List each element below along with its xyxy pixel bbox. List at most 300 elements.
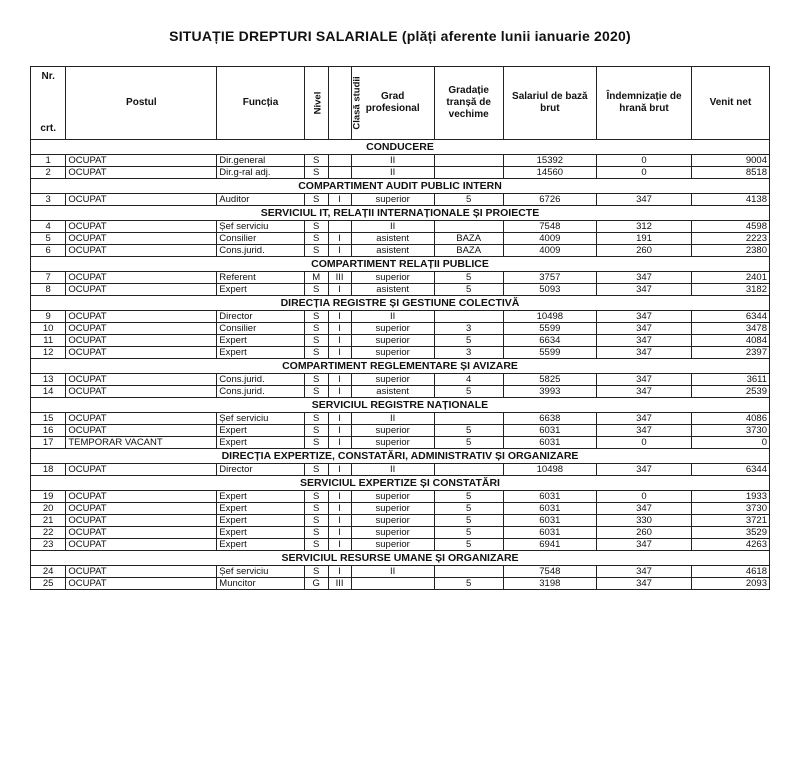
header-grad-profesional: Grad profesional [351, 67, 434, 140]
cell-clasa [328, 155, 351, 167]
cell-clasa: I [328, 233, 351, 245]
cell-postul: OCUPAT [66, 413, 217, 425]
section-row [31, 257, 770, 272]
cell-nivel: S [304, 527, 328, 539]
table-row [31, 566, 770, 578]
cell-indemnizatie: 347 [597, 194, 692, 206]
header-gradatie: Gradație tranșă de vechime [434, 67, 503, 140]
cell-nr: 3 [31, 194, 66, 206]
cell-venit: 2380 [691, 245, 769, 257]
cell-postul: OCUPAT [66, 386, 217, 398]
cell-salariu: 6031 [503, 503, 597, 515]
cell-venit: 2223 [691, 233, 769, 245]
cell-grad: asistent [351, 245, 434, 257]
header-venit-net: Venit net [691, 67, 769, 140]
cell-postul: OCUPAT [66, 491, 217, 503]
cell-nr: 9 [31, 311, 66, 323]
cell-indemnizatie: 0 [597, 491, 692, 503]
cell-nivel: S [304, 425, 328, 437]
cell-salariu: 5599 [503, 347, 597, 359]
cell-functia: Cons.jurid. [217, 245, 304, 257]
cell-indemnizatie: 347 [597, 311, 692, 323]
header-functia: Funcția [217, 67, 304, 140]
cell-gradatie: 3 [434, 323, 503, 335]
cell-indemnizatie: 0 [597, 167, 692, 179]
cell-venit: 6344 [691, 311, 769, 323]
section-row [31, 449, 770, 464]
cell-indemnizatie: 0 [597, 437, 692, 449]
cell-salariu: 6031 [503, 527, 597, 539]
cell-nr: 16 [31, 425, 66, 437]
cell-functia: Expert [217, 437, 304, 449]
cell-nr: 7 [31, 272, 66, 284]
cell-grad: superior [351, 335, 434, 347]
cell-functia: Expert [217, 527, 304, 539]
cell-indemnizatie: 347 [597, 413, 692, 425]
header-nr-label: Nr. [41, 71, 55, 82]
cell-nivel: S [304, 194, 328, 206]
cell-grad: II [351, 413, 434, 425]
table-row [31, 386, 770, 398]
cell-clasa: I [328, 413, 351, 425]
cell-postul: OCUPAT [66, 323, 217, 335]
cell-gradatie [434, 167, 503, 179]
table-row [31, 413, 770, 425]
cell-nivel: S [304, 566, 328, 578]
table-row [31, 425, 770, 437]
cell-nivel: S [304, 503, 328, 515]
cell-nr: 25 [31, 578, 66, 590]
cell-functia: Expert [217, 503, 304, 515]
cell-grad: superior [351, 347, 434, 359]
cell-grad: II [351, 221, 434, 233]
cell-nivel: S [304, 155, 328, 167]
cell-nr: 2 [31, 167, 66, 179]
table-row [31, 527, 770, 539]
table-row [31, 323, 770, 335]
cell-functia: Șef serviciu [217, 413, 304, 425]
cell-nivel: S [304, 464, 328, 476]
cell-nivel: S [304, 539, 328, 551]
cell-nr: 19 [31, 491, 66, 503]
cell-postul: OCUPAT [66, 527, 217, 539]
cell-grad: superior [351, 527, 434, 539]
section-row [31, 359, 770, 374]
cell-functia: Expert [217, 284, 304, 296]
cell-salariu: 5825 [503, 374, 597, 386]
cell-indemnizatie: 347 [597, 464, 692, 476]
cell-nr: 23 [31, 539, 66, 551]
cell-nr: 6 [31, 245, 66, 257]
cell-nr: 18 [31, 464, 66, 476]
cell-clasa: I [328, 347, 351, 359]
table-row [31, 221, 770, 233]
cell-clasa: I [328, 491, 351, 503]
cell-salariu: 6726 [503, 194, 597, 206]
cell-salariu: 5093 [503, 284, 597, 296]
cell-gradatie [434, 221, 503, 233]
cell-venit: 4263 [691, 539, 769, 551]
cell-venit: 3478 [691, 323, 769, 335]
cell-functia: Cons.jurid. [217, 374, 304, 386]
cell-gradatie [434, 413, 503, 425]
cell-clasa: I [328, 311, 351, 323]
section-title: DIRECȚIA EXPERTIZE, CONSTATĂRI, ADMINISTRATIV ȘI ORGANIZARE [31, 449, 770, 464]
cell-functia: Expert [217, 425, 304, 437]
table-row [31, 233, 770, 245]
table-row [31, 272, 770, 284]
cell-postul: OCUPAT [66, 311, 217, 323]
cell-nivel: S [304, 515, 328, 527]
cell-grad: asistent [351, 233, 434, 245]
cell-venit: 4598 [691, 221, 769, 233]
cell-grad: superior [351, 425, 434, 437]
section-title: SERVICIUL RESURSE UMANE ȘI ORGANIZARE [31, 551, 770, 566]
cell-clasa: I [328, 566, 351, 578]
section-row [31, 296, 770, 311]
cell-grad: II [351, 167, 434, 179]
cell-indemnizatie: 0 [597, 155, 692, 167]
cell-nr: 20 [31, 503, 66, 515]
cell-salariu: 5599 [503, 323, 597, 335]
cell-indemnizatie: 347 [597, 374, 692, 386]
cell-clasa: I [328, 284, 351, 296]
cell-venit: 0 [691, 437, 769, 449]
cell-postul: TEMPORAR VACANT [66, 437, 217, 449]
table-row [31, 335, 770, 347]
cell-nivel: S [304, 221, 328, 233]
cell-grad [351, 578, 434, 590]
cell-clasa [328, 221, 351, 233]
cell-clasa: I [328, 464, 351, 476]
cell-functia: Referent [217, 272, 304, 284]
cell-nr: 13 [31, 374, 66, 386]
cell-nivel: G [304, 578, 328, 590]
cell-venit: 2093 [691, 578, 769, 590]
cell-nivel: S [304, 245, 328, 257]
cell-indemnizatie: 312 [597, 221, 692, 233]
cell-salariu: 6031 [503, 515, 597, 527]
table-row [31, 167, 770, 179]
cell-venit: 4086 [691, 413, 769, 425]
cell-functia: Dir.general [217, 155, 304, 167]
cell-salariu: 3198 [503, 578, 597, 590]
section-row [31, 551, 770, 566]
cell-salariu: 6031 [503, 491, 597, 503]
cell-grad: asistent [351, 284, 434, 296]
cell-salariu: 10498 [503, 464, 597, 476]
cell-grad: II [351, 566, 434, 578]
cell-functia: Director [217, 311, 304, 323]
cell-functia: Consilier [217, 323, 304, 335]
cell-nr: 24 [31, 566, 66, 578]
header-indemnizatie-hrana: Îndemnizație de hrană brut [597, 67, 692, 140]
cell-nr: 22 [31, 527, 66, 539]
cell-venit: 4618 [691, 566, 769, 578]
cell-nivel: S [304, 167, 328, 179]
cell-nivel: S [304, 311, 328, 323]
cell-grad: superior [351, 491, 434, 503]
cell-indemnizatie: 191 [597, 233, 692, 245]
cell-indemnizatie: 347 [597, 425, 692, 437]
table-row [31, 284, 770, 296]
header-postul: Postul [66, 67, 217, 140]
cell-gradatie: 4 [434, 374, 503, 386]
cell-postul: OCUPAT [66, 578, 217, 590]
table-row [31, 311, 770, 323]
cell-nr: 15 [31, 413, 66, 425]
cell-venit: 8518 [691, 167, 769, 179]
cell-venit: 2401 [691, 272, 769, 284]
cell-gradatie: 5 [434, 335, 503, 347]
cell-nr: 1 [31, 155, 66, 167]
cell-gradatie: 5 [434, 425, 503, 437]
cell-salariu: 6634 [503, 335, 597, 347]
cell-functia: Expert [217, 491, 304, 503]
cell-gradatie: 5 [434, 272, 503, 284]
cell-postul: OCUPAT [66, 539, 217, 551]
cell-gradatie: 5 [434, 527, 503, 539]
cell-salariu: 6638 [503, 413, 597, 425]
cell-indemnizatie: 347 [597, 566, 692, 578]
cell-nr: 11 [31, 335, 66, 347]
cell-nivel: S [304, 284, 328, 296]
cell-salariu: 3993 [503, 386, 597, 398]
table-row [31, 491, 770, 503]
cell-functia: Expert [217, 515, 304, 527]
cell-indemnizatie: 260 [597, 527, 692, 539]
table-row [31, 464, 770, 476]
cell-indemnizatie: 347 [597, 284, 692, 296]
cell-indemnizatie: 347 [597, 347, 692, 359]
cell-salariu: 3757 [503, 272, 597, 284]
cell-gradatie [434, 311, 503, 323]
cell-gradatie [434, 566, 503, 578]
cell-postul: OCUPAT [66, 194, 217, 206]
cell-salariu: 14560 [503, 167, 597, 179]
section-title: COMPARTIMENT REGLEMENTARE ȘI AVIZARE [31, 359, 770, 374]
cell-venit: 4084 [691, 335, 769, 347]
header-clasa-label: Clasă studii [351, 76, 363, 130]
table-row [31, 155, 770, 167]
cell-venit: 2397 [691, 347, 769, 359]
cell-gradatie: 5 [434, 503, 503, 515]
cell-venit: 3182 [691, 284, 769, 296]
page-title: SITUAȚIE DREPTURI SALARIALE (plăți aferente lunii ianuarie 2020) [169, 28, 631, 44]
section-title: SERVICIUL EXPERTIZE ȘI CONSTATĂRI [31, 476, 770, 491]
cell-grad: superior [351, 374, 434, 386]
cell-gradatie: 5 [434, 194, 503, 206]
cell-clasa: I [328, 374, 351, 386]
cell-salariu: 4009 [503, 233, 597, 245]
cell-gradatie: 3 [434, 347, 503, 359]
header-nivel [304, 67, 328, 140]
cell-nivel: S [304, 491, 328, 503]
table-body [31, 140, 770, 590]
cell-clasa: I [328, 437, 351, 449]
cell-functia: Auditor [217, 194, 304, 206]
section-row [31, 179, 770, 194]
cell-grad: superior [351, 194, 434, 206]
cell-venit: 3721 [691, 515, 769, 527]
cell-clasa: I [328, 194, 351, 206]
cell-venit: 4138 [691, 194, 769, 206]
cell-clasa: I [328, 335, 351, 347]
cell-salariu: 6941 [503, 539, 597, 551]
cell-nr: 4 [31, 221, 66, 233]
section-title: COMPARTIMENT AUDIT PUBLIC INTERN [31, 179, 770, 194]
cell-clasa: I [328, 323, 351, 335]
cell-postul: OCUPAT [66, 464, 217, 476]
cell-clasa: I [328, 386, 351, 398]
cell-grad: II [351, 311, 434, 323]
cell-gradatie [434, 155, 503, 167]
cell-postul: OCUPAT [66, 425, 217, 437]
salary-table [30, 66, 770, 590]
section-title: SERVICIUL IT, RELAȚII INTERNAȚIONALE ȘI PROIECTE [31, 206, 770, 221]
cell-venit: 3730 [691, 503, 769, 515]
cell-salariu: 10498 [503, 311, 597, 323]
cell-functia: Director [217, 464, 304, 476]
cell-grad: superior [351, 272, 434, 284]
cell-postul: OCUPAT [66, 284, 217, 296]
cell-clasa: III [328, 578, 351, 590]
cell-grad: superior [351, 515, 434, 527]
cell-nr: 21 [31, 515, 66, 527]
section-title: COMPARTIMENT RELAȚII PUBLICE [31, 257, 770, 272]
header-salariul-baza: Salariul de bază brut [503, 67, 597, 140]
cell-nivel: S [304, 335, 328, 347]
cell-functia: Șef serviciu [217, 566, 304, 578]
table-row [31, 374, 770, 386]
cell-grad: superior [351, 437, 434, 449]
cell-nivel: S [304, 233, 328, 245]
cell-venit: 3611 [691, 374, 769, 386]
cell-nivel: S [304, 347, 328, 359]
cell-functia: Șef serviciu [217, 221, 304, 233]
cell-postul: OCUPAT [66, 221, 217, 233]
cell-nr: 17 [31, 437, 66, 449]
cell-clasa: III [328, 272, 351, 284]
cell-venit: 6344 [691, 464, 769, 476]
cell-nivel: S [304, 386, 328, 398]
cell-gradatie: 5 [434, 539, 503, 551]
cell-postul: OCUPAT [66, 515, 217, 527]
cell-gradatie: 5 [434, 491, 503, 503]
cell-gradatie: 5 [434, 578, 503, 590]
cell-nivel: S [304, 323, 328, 335]
cell-clasa: I [328, 245, 351, 257]
header-row [31, 67, 770, 140]
cell-functia: Expert [217, 539, 304, 551]
cell-salariu: 6031 [503, 425, 597, 437]
cell-indemnizatie: 347 [597, 323, 692, 335]
cell-postul: OCUPAT [66, 374, 217, 386]
cell-clasa: I [328, 425, 351, 437]
cell-indemnizatie: 347 [597, 386, 692, 398]
cell-postul: OCUPAT [66, 272, 217, 284]
cell-functia: Muncitor [217, 578, 304, 590]
cell-grad: II [351, 155, 434, 167]
cell-grad: asistent [351, 386, 434, 398]
cell-gradatie: 5 [434, 284, 503, 296]
cell-grad: superior [351, 539, 434, 551]
cell-salariu: 7548 [503, 566, 597, 578]
cell-functia: Cons.jurid. [217, 386, 304, 398]
cell-salariu: 7548 [503, 221, 597, 233]
cell-grad: II [351, 464, 434, 476]
table-row [31, 437, 770, 449]
cell-postul: OCUPAT [66, 233, 217, 245]
cell-nr: 8 [31, 284, 66, 296]
header-nr [31, 67, 66, 140]
cell-nivel: S [304, 374, 328, 386]
cell-postul: OCUPAT [66, 155, 217, 167]
cell-indemnizatie: 347 [597, 272, 692, 284]
cell-nivel: S [304, 437, 328, 449]
cell-venit: 2539 [691, 386, 769, 398]
cell-functia: Consilier [217, 233, 304, 245]
section-row [31, 476, 770, 491]
cell-nr: 14 [31, 386, 66, 398]
cell-clasa [328, 167, 351, 179]
header-clasa-studii [328, 67, 363, 140]
cell-indemnizatie: 347 [597, 503, 692, 515]
table-row [31, 539, 770, 551]
cell-gradatie: BAZA [434, 245, 503, 257]
cell-nr: 12 [31, 347, 66, 359]
cell-clasa: I [328, 515, 351, 527]
cell-venit: 1933 [691, 491, 769, 503]
section-row [31, 140, 770, 155]
cell-grad: superior [351, 503, 434, 515]
header-crt-label: crt. [40, 123, 56, 134]
cell-venit: 3529 [691, 527, 769, 539]
cell-functia: Expert [217, 335, 304, 347]
cell-gradatie: 5 [434, 515, 503, 527]
cell-nivel: M [304, 272, 328, 284]
cell-gradatie: 5 [434, 437, 503, 449]
section-title: CONDUCERE [31, 140, 770, 155]
section-row [31, 206, 770, 221]
cell-indemnizatie: 347 [597, 335, 692, 347]
cell-postul: OCUPAT [66, 503, 217, 515]
cell-nr: 5 [31, 233, 66, 245]
section-title: DIRECȚIA REGISTRE ȘI GESTIUNE COLECTIVĂ [31, 296, 770, 311]
table-row [31, 245, 770, 257]
cell-postul: OCUPAT [66, 167, 217, 179]
cell-functia: Dir.g-ral adj. [217, 167, 304, 179]
cell-salariu: 15392 [503, 155, 597, 167]
cell-indemnizatie: 330 [597, 515, 692, 527]
section-row [31, 398, 770, 413]
table-row [31, 194, 770, 206]
section-title: SERVICIUL REGISTRE NAȚIONALE [31, 398, 770, 413]
table-row [31, 347, 770, 359]
cell-postul: OCUPAT [66, 335, 217, 347]
cell-venit: 9004 [691, 155, 769, 167]
cell-clasa: I [328, 539, 351, 551]
cell-indemnizatie: 347 [597, 578, 692, 590]
cell-gradatie: BAZA [434, 233, 503, 245]
cell-postul: OCUPAT [66, 347, 217, 359]
cell-clasa: I [328, 527, 351, 539]
cell-nr: 10 [31, 323, 66, 335]
table-row [31, 578, 770, 590]
cell-nivel: S [304, 413, 328, 425]
cell-salariu: 6031 [503, 437, 597, 449]
cell-salariu: 4009 [503, 245, 597, 257]
